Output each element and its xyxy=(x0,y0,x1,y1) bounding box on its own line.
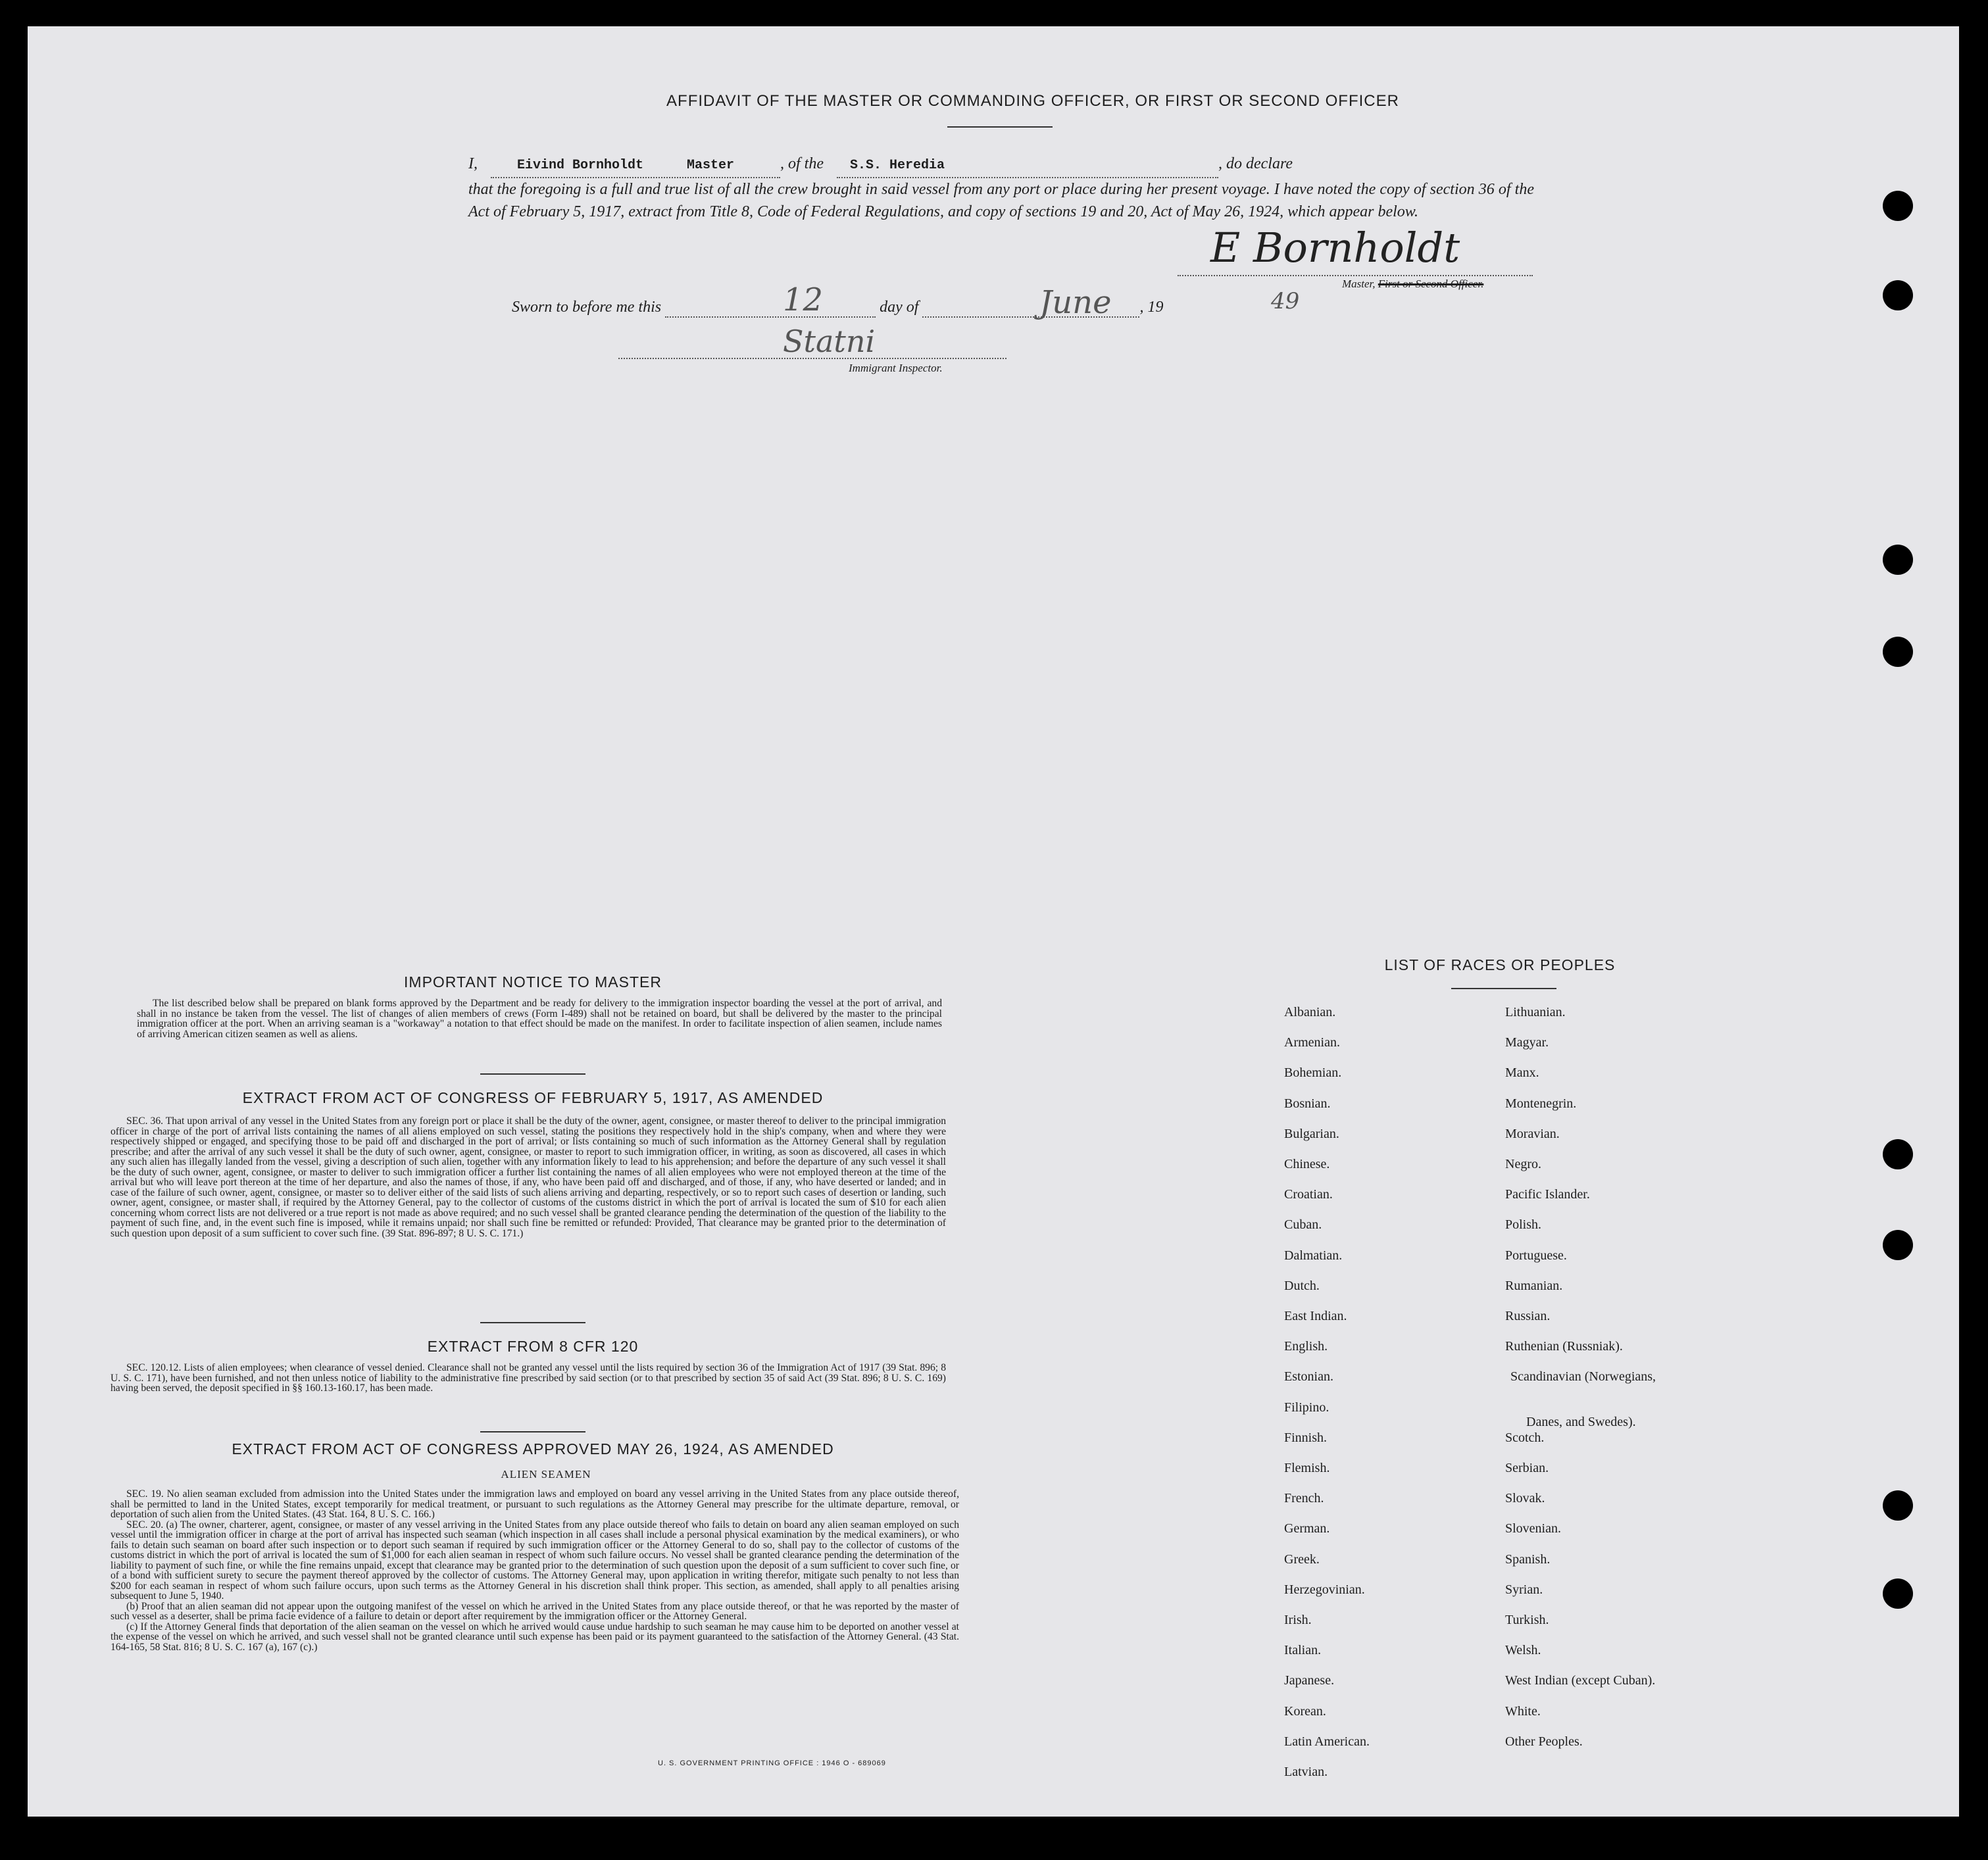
notice-rule xyxy=(480,1073,585,1075)
notice-text: The list described below shall be prepared on blank forms approved by the Department and be ready for delivery to the immigration inspector boarding the vessel at the port of arrival, and shall in no instance be taken from the vessel. The list of changes of alien members of crews (Form I-489) shall not be retained on board, but shall be delivered by the master to the principal immigration officer at the port. When an arriving seaman is a "workaway" a notation to that effect should be made on the manifest. In order to facilitate inspection of alien seamen, include names of arriving American citizen seamen as well as aliens. xyxy=(137,998,942,1040)
officer-rank: Master xyxy=(687,158,735,173)
race-item: East Indian. xyxy=(1284,1309,1347,1323)
race-item: Polish. xyxy=(1505,1217,1542,1233)
extract-1924-heading: EXTRACT FROM ACT OF CONGRESS APPROVED MAY 26, 1924, AS AMENDED xyxy=(232,1440,834,1457)
inspector-signature-line xyxy=(618,358,1006,359)
extract-cfr-heading: EXTRACT FROM 8 CFR 120 xyxy=(427,1338,639,1355)
race-item: Ruthenian (Russniak). xyxy=(1505,1339,1623,1354)
race-item: Cuban. xyxy=(1284,1217,1322,1233)
punch-hole xyxy=(1883,637,1913,667)
race-item: Rumanian. xyxy=(1505,1278,1563,1293)
struck-officer-label: First or Second Officer. xyxy=(1378,278,1484,290)
race-item: Chinese. xyxy=(1284,1157,1330,1171)
declaration-text: that the foregoing is a full and true list of all the crew brought in said vessel from any port or place during her present voyage. I have noted the copy of section 36 of the Act of February 5, 1917, extract from Title 8, Code of Federal Regulations, and copy of sections 19 and 20, Act of May 26, 1924, which appear below. xyxy=(468,181,1534,220)
race-item: White. xyxy=(1505,1703,1541,1719)
race-item: Serbian. xyxy=(1505,1461,1549,1475)
sworn-day: 12 xyxy=(783,281,824,318)
printing-office-footer: U. S. GOVERNMENT PRINTING OFFICE : 1946 O - 689069 xyxy=(658,1759,886,1767)
race-item: Dalmatian. xyxy=(1284,1248,1343,1263)
race-item: Flemish. xyxy=(1284,1461,1330,1475)
race-item: Montenegrin. xyxy=(1505,1096,1577,1111)
races-rule xyxy=(1451,988,1556,989)
race-item: Slovenian. xyxy=(1505,1521,1561,1536)
alien-seamen-subheading: ALIEN SEAMEN xyxy=(501,1468,591,1481)
sworn-prefix: Sworn to before me this xyxy=(512,299,662,316)
day-of-label: day of xyxy=(880,299,919,316)
race-item: Scotch. xyxy=(1505,1430,1545,1445)
officer-name-field xyxy=(491,153,780,178)
master-signature-line xyxy=(1178,275,1533,276)
race-item: Danes, and Swedes). xyxy=(1526,1414,1636,1429)
race-item: Spanish. xyxy=(1505,1552,1551,1567)
race-item: Lithuanian. xyxy=(1505,1005,1566,1019)
race-item: Japanese. xyxy=(1284,1673,1335,1688)
day-field xyxy=(665,299,876,318)
race-item: Syrian. xyxy=(1505,1582,1543,1597)
notice-heading: IMPORTANT NOTICE TO MASTER xyxy=(404,973,662,991)
race-item: Russian. xyxy=(1505,1309,1551,1323)
race-item: German. xyxy=(1284,1521,1330,1536)
sworn-year: 49 xyxy=(1271,288,1300,314)
sworn-month: June xyxy=(1039,284,1112,321)
race-item: French. xyxy=(1284,1491,1324,1506)
extract-1917-heading: EXTRACT FROM ACT OF CONGRESS OF FEBRUARY 5, 1917, AS AMENDED xyxy=(242,1089,824,1106)
section-20c-text: (c) If the Attorney General finds that deportation of the alien seaman on the vessel on which he arrived would cause undue hardship to such seaman he may cause him to be deported on another vessel at the expense of the vessel on which he arrived, and such vessel shall not be granted clearance until such expense has been paid or its payment guaranteed to the satisfaction of the Attorney General. (43 Stat. 164-165, 58 Stat. 816; 8 U. S. C. 167 (a), 167 (c).) xyxy=(111,1621,959,1653)
race-item: Irish. xyxy=(1284,1613,1312,1627)
race-item: Scandinavian (Norwegians, xyxy=(1510,1369,1656,1384)
race-item: Latvian. xyxy=(1284,1765,1328,1779)
race-item: Italian. xyxy=(1284,1643,1322,1658)
punch-hole xyxy=(1883,1490,1913,1521)
year-prefix: , 19 xyxy=(1139,299,1164,316)
punch-hole xyxy=(1883,1230,1913,1260)
of-the-label: , of the xyxy=(780,155,824,172)
race-item: Korean. xyxy=(1284,1703,1326,1719)
section-19-text: SEC. 19. No alien seaman excluded from admission into the United States under the immigration laws and employed on board any vessel arriving in the United States from any place outside thereof, shall be permitted to land in the United States, except temporarily for medical treatment, or pursuant to such regulations as the Attorney General may prescribe for the ultimate departure, removal, or deportation of such alien from the United States. (43 Stat. 164, 8 U. S. C. 166.) xyxy=(111,1488,959,1520)
race-item: West Indian (except Cuban). xyxy=(1505,1673,1656,1688)
extract-cfr-body xyxy=(111,1363,946,1394)
vessel-name: S.S. Heredia xyxy=(850,158,945,173)
vessel-field xyxy=(837,153,1218,178)
officer-name: Eivind Bornholdt xyxy=(517,158,644,173)
do-declare-label: , do declare xyxy=(1218,155,1293,172)
race-item: Manx. xyxy=(1505,1065,1539,1081)
race-item: Pacific Islander. xyxy=(1505,1187,1590,1202)
title-rule xyxy=(947,126,1053,128)
punch-hole xyxy=(1883,1579,1913,1609)
extract-cfr-rule xyxy=(480,1431,585,1432)
races-heading: LIST OF RACES OR PEOPLES xyxy=(1384,956,1616,973)
extract-1917-body xyxy=(111,1116,946,1238)
punch-hole xyxy=(1883,545,1913,575)
race-item: Magyar. xyxy=(1505,1035,1549,1050)
race-item: Filipino. xyxy=(1284,1400,1329,1415)
race-item: Bosnian. xyxy=(1284,1096,1331,1111)
race-item: English. xyxy=(1284,1339,1328,1354)
race-item: Moravian. xyxy=(1505,1126,1560,1141)
extract-1917-rule xyxy=(480,1322,585,1323)
section-36-text: SEC. 36. That upon arrival of any vessel in the United States from any foreign port or place it shall be the duty of the owner, agent, consignee, or master thereof to deliver to the principal immigration officer in charge of the port of arrival lists containing the names of all aliens employed on such vessel, stating the positions they respectively hold in the ship's company, when and where they were respectively shipped or engaged, and specifying those to be paid off and discharged in the port of arrival; or lists containing so much of such information as the Attorney General shall by regulation prescribe; and after the arrival of any such vessel it shall be the duty of such owner, agent, consignee, or master to report to such immigration officer, in writing, as soon as discovered, all cases in which any such alien has illegally landed from the vessel, giving a description of such alien, together with any information likely to lead to his apprehension; and before the departure of any such vessel it shall be the duty of such owner, agent, consignee, or master to deliver to such immigration officer a further list containing the names of all alien employees who were not employed thereon at the time of the arrival but who will leave port thereon at the time of her departure, and also the names of those, if any, who have been paid off and discharged, and of those, if any, who have deserted or landed; and in case of the failure of such owner, agent, consignee, or master so to deliver either of the said lists of such aliens arriving and departing, respectively, or so to report such cases of desertion or landing, such owner, agent, consignee, or master shall, if required by the Attorney General, pay to the collector of customs of the customs district in which the port of arrival is located the sum of $10 for each alien concerning whom correct lists are not delivered or a true report is not made as above required; and no such vessel shall be granted clearance pending the determination of the question of the liability to the payment of such fine, and, in the event such fine is imposed, while it remains unpaid; nor shall such fine be remitted or refunded: Provided, That clearance may be granted prior to the determination of such question upon deposit of a sum sufficient to cover such fine. (39 Stat. 896-897; 8 U. S. C. 171.) xyxy=(111,1115,946,1239)
race-item: Croatian. xyxy=(1284,1187,1333,1202)
section-20b-text: (b) Proof that an alien seaman did not appear upon the outgoing manifest of the vessel on which he arrived in the United States from any place outside thereof, or that he was reported by the master of such vessel as a deserter, shall be prima facie evidence of a failure to detain or deport after requirement by the immigration officer or the Attorney General. xyxy=(111,1600,959,1622)
race-item: Negro. xyxy=(1505,1157,1541,1171)
inspector-signature: Statni xyxy=(783,324,876,359)
punch-hole xyxy=(1883,1139,1913,1169)
declaration-first-line xyxy=(468,153,1534,178)
race-item: Herzegovinian. xyxy=(1284,1582,1365,1597)
extract-1924-body xyxy=(111,1489,959,1652)
race-item: Estonian. xyxy=(1284,1369,1333,1384)
race-item: Portuguese. xyxy=(1505,1248,1567,1263)
affidavit-title: AFFIDAVIT OF THE MASTER OR COMMANDING OFFICER, OR FIRST OR SECOND OFFICER xyxy=(666,92,1399,110)
race-item: Bulgarian. xyxy=(1284,1126,1339,1141)
section-120-12-text: SEC. 120.12. Lists of alien employees; when clearance of vessel denied. Clearance shall not be granted any vessel until the lists required by section 36 of the Immigration Act of 1917 (39 Stat. 896; 8 U. S. C. 171), have been furnished, and not then unless notice of liability to the administrative fine prescribed by said section (or to that prescribed by section 35 of said Act (39 Stat. 896; 8 U. S. C. 169) having been served, the deposit specified in §§ 160.13-160.17, has been made. xyxy=(111,1362,946,1394)
race-item: Dutch. xyxy=(1284,1278,1320,1293)
race-item: Finnish. xyxy=(1284,1430,1328,1445)
section-20a-text: SEC. 20. (a) The owner, charterer, agent, consignee, or master of any vessel arriving in the United States from any place outside thereof who fails to detain on board any alien seaman employed on such vessel until the immigration officer in charge at the port of arrival has inspected such seaman (which inspection in all cases shall include a personal physical examination by the medical examiners), or who fails to detain such seaman on board after such inspection or to deport such seaman if required by such immigration officer or the Attorney General to do so, shall pay to the collector of customs of the customs district in which the port of arrival is located the sum of $1,000 for each alien seaman in respect of whom such failure occurs. No vessel shall be granted clearance pending the determination of the liability to payment of such fine, or while the fine remains unpaid, except that clearance may be granted prior to the determination of such question upon the deposit of a sum sufficient to cover such fine, or of a bond with sufficient surety to secure the payment thereof approved by the collector of customs. The Attorney General may, upon application in writing therefor, mitigate such penalty to not less than $200 for each seaman in respect of whom such failure occurs, upon such terms as the Attorney General in his discretion shall think proper. This section, as amended, shall apply to all penalties arising subsequent to June 5, 1940. xyxy=(111,1519,959,1602)
declaration xyxy=(468,153,1534,223)
race-item: Slovak. xyxy=(1505,1491,1545,1506)
race-item: Bohemian. xyxy=(1284,1065,1342,1081)
race-item: Welsh. xyxy=(1505,1643,1541,1658)
race-item: Latin American. xyxy=(1284,1734,1370,1749)
declaration-i: I, xyxy=(468,155,478,172)
punch-hole xyxy=(1883,280,1913,310)
inspector-label: Immigrant Inspector. xyxy=(849,362,943,374)
master-label-text: Master, xyxy=(1342,278,1376,290)
race-item: Armenian. xyxy=(1284,1035,1340,1050)
master-label xyxy=(1342,278,1483,291)
race-item: Greek. xyxy=(1284,1552,1320,1567)
race-item: Albanian. xyxy=(1284,1005,1336,1019)
punch-hole xyxy=(1883,191,1913,221)
race-item: Turkish. xyxy=(1505,1613,1549,1627)
master-signature: E Bornholdt xyxy=(1210,224,1460,272)
race-item: Other Peoples. xyxy=(1505,1734,1583,1749)
notice-body xyxy=(137,998,942,1039)
